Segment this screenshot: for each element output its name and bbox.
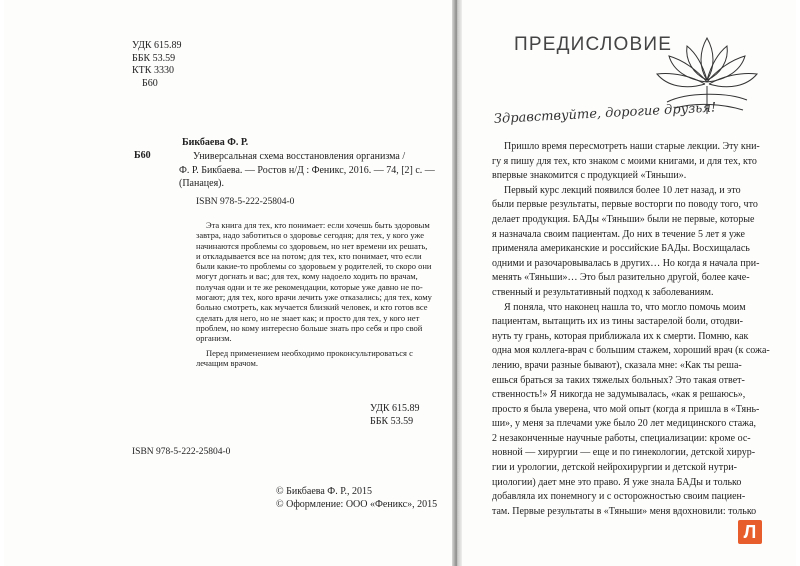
classification-block-top — [132, 40, 182, 90]
preface-body — [492, 140, 770, 519]
body-line: делает продукция. БАДы «Тяньши» были не первые, которые — [492, 213, 755, 225]
author-heading: Бикбаева Ф. Р. — [182, 137, 249, 148]
udk-code-bottom: УДК 615.89 — [370, 403, 420, 414]
warning-line: Перед применением необходимо проконсультироваться с — [206, 348, 413, 358]
annotation-line: организм. — [196, 333, 232, 344]
annotation-line: Эта книга для тех, кто понимает: если хочешь быть здоровым — [206, 220, 430, 230]
body-line: ственность!» Я никогда не задумывалась, «как я решаюсь», — [492, 389, 746, 401]
greeting: Здравствуйте, дорогие друзья! — [493, 100, 717, 127]
isbn-bottom: ISBN 978-5-222-25804-0 — [132, 447, 231, 457]
annotation-line: могают; для тех, кого врачи лечить уже отказались; для тех, кому — [196, 292, 432, 303]
annotation-line: сделать для него, но не знает как; и просто для тех, у кого нет — [196, 312, 420, 323]
index-code: Б60 — [134, 150, 151, 161]
body-line: менять «Тяньши»… Это был разительно другой, более каче- — [492, 272, 750, 284]
body-line: одними и разочаровывалась в других… Но когда я начала при- — [492, 257, 760, 269]
body-line: применяла американские и российские БАДы. Восхищалась — [492, 243, 750, 255]
body-line: новной — хирургии — еще и по гинекологии, детской хирур- — [492, 447, 756, 459]
annotation-line: начинаются проблемы со здоровьем, но нет времени их решать, — [196, 240, 428, 251]
bbk-code-bottom: ББК 53.59 — [370, 416, 414, 427]
preface-page — [462, 0, 796, 566]
body-line: впервые знакомится с продукцией «Тяньши». — [492, 170, 687, 182]
biblio-line: (Панацея). — [179, 178, 224, 189]
body-line: просто я была уверена, что мой опыт (когда я пришла в «Тянь- — [492, 403, 760, 415]
annotation-line: получая одни и те же рекомендации, которые уже давно не по- — [196, 281, 423, 292]
body-line: там. Первые результаты в «Тяньши» меня вдохновили: только — [492, 505, 757, 517]
biblio-line: Универсальная схема восстановления организма / — [193, 151, 406, 162]
body-line: Первый курс лекций появился более 10 лет назад, и это — [504, 184, 741, 196]
author-mark: Б60 — [142, 77, 158, 89]
classification-block-bottom — [370, 402, 420, 428]
imprint-page — [4, 0, 452, 566]
annotation — [196, 220, 432, 344]
body-line: нуть ту грань, которая приближала их к смерти. Помню, как — [492, 330, 749, 342]
watermark-logo-icon: Л — [738, 520, 762, 544]
ktk-code: КТК 3330 — [132, 65, 174, 76]
body-line: одна моя коллега-врач с большим стажем, хороший врач (к сожа- — [492, 345, 770, 357]
annotation-line: больно смотреть, как мучается близкий человек, и кто готов все — [196, 302, 428, 313]
annotation-line: проблем, но кому интересно больше знать про себя и про свой — [196, 322, 423, 333]
warning-line: лечащим врачом. — [196, 358, 259, 369]
body-line: лению, врачи разные бывают), сказала мне: «Как ты реша- — [492, 359, 742, 371]
copyright-block — [276, 486, 437, 511]
body-line: Я поняла, что наконец нашла то, что могло помочь моим — [504, 301, 746, 313]
body-line: гу я пишу для тех, кто знаком с моими книгами, и для тех, кто — [492, 155, 757, 167]
annotation-line: и откладывается все на потом; для тех, кто понимает, что если — [196, 250, 422, 261]
body-line: я назначала своим пациентам. До них в течение 5 лет я уже — [492, 228, 745, 240]
medical-warning — [196, 348, 413, 369]
bbk-code: ББК 53.59 — [132, 52, 176, 64]
body-line: пациентам, вытащить их из тины застарелой боли, отодви- — [492, 316, 743, 328]
copyright-author: © Бикбаева Ф. Р., 2015 — [276, 486, 373, 497]
annotation-line: могут догнать и вас; для тех, кому надоело ходить по врачам, — [196, 271, 418, 282]
annotation-line: завтра, надо заботиться о здоровье сегодня; для тех, у кого уже — [196, 230, 425, 241]
body-line: были первые результаты, первые восторги по поводу того, что — [492, 199, 758, 211]
copyright-design: © Оформление: ООО «Феникс», 2015 — [276, 498, 438, 510]
body-line: ши», у меня за плечами уже было 20 лет медицинского стажа, — [492, 418, 757, 430]
annotation-line: были какие-то проблемы со здоровьем у родителей, то скоро они — [196, 261, 432, 272]
book-gutter — [452, 0, 462, 566]
udk-code: УДК 615.89 — [132, 40, 182, 51]
body-line: гии и урологии, детской нейрохирургии и детской нутри- — [492, 462, 737, 474]
body-line: 2 незаконченные научные работы, специализации: кроме ос- — [492, 432, 751, 444]
body-line: циологии) дает мне это право. Я уже знала БАДы и только — [492, 476, 742, 488]
bibliographic-record — [179, 150, 435, 191]
isbn-top: ISBN 978-5-222-25804-0 — [196, 197, 295, 207]
body-line: ственный и результативный подход к заболеваниям. — [492, 286, 714, 298]
chapter-heading: ПРЕДИСЛОВИЕ — [514, 34, 673, 55]
body-line: Пришло время пересмотреть наши старые лекции. Эту кни- — [504, 141, 760, 152]
body-line: ешься браться за таких тяжелых больных? Это такая ответ- — [492, 374, 745, 386]
biblio-line: Ф. Р. Бикбаева. — Ростов н/Д : Феникс, 2016. — 74, [2] с. — — [179, 164, 435, 176]
body-line: добавляла их понемногу и с осторожностью своим пациен- — [492, 491, 746, 503]
